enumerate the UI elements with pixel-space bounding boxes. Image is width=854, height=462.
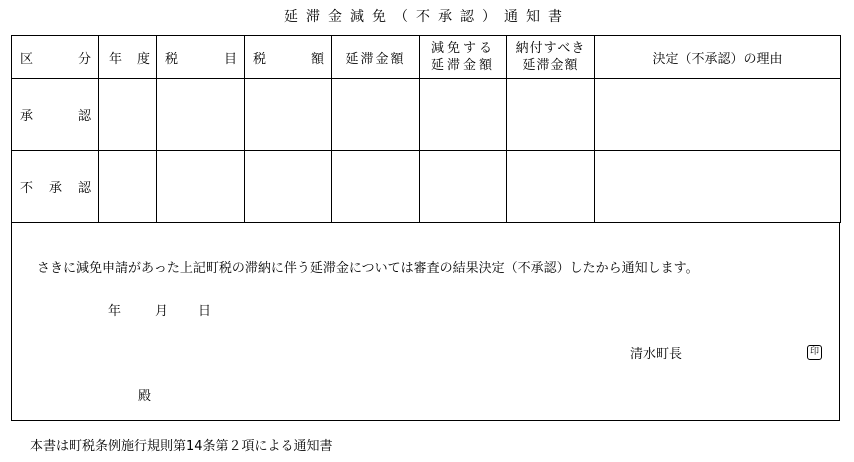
cell-shonin-nendo [99,79,157,151]
cell-shonin-nofu [507,79,595,151]
document-title: 延滞金減免（不承認）通知書 [284,9,570,25]
header-nendo: 年 度 [99,36,157,79]
notice-box [11,223,840,421]
cell-fushonin-nofu [507,151,595,223]
row-label-fushonin: 不 承 認 [12,151,99,223]
header-zeigaku: 税 額 [245,36,332,79]
seal-stamp: 印 [807,345,822,360]
notice-message: さきに減免申請があった上記町税の滞納に伴う延滞金については審査の結果決定（不承認）したから通知します。 [37,261,699,276]
header-entaikingaku: 延滞金額 [332,36,420,79]
cell-shonin-genmen [420,79,507,151]
issuer-name: 清水町長 [630,347,683,362]
footer-note: 本書は町税条例施行規則第14条第２項による通知書 [30,439,333,454]
row-shonin [12,79,841,151]
cell-fushonin-zeimoku [157,151,245,223]
date-day: 日 [198,304,212,319]
date-month: 月 [155,304,169,319]
cell-fushonin-zeigaku [245,151,332,223]
row-label-shonin: 承 認 [12,79,99,151]
cell-shonin-riyuu [595,79,841,151]
cell-shonin-zeigaku [245,79,332,151]
cell-shonin-entaikingaku [332,79,420,151]
cell-fushonin-nendo [99,151,157,223]
seal-mark [807,343,822,360]
cell-fushonin-genmen [420,151,507,223]
cell-fushonin-riyuu [595,151,841,223]
header-row [12,36,841,79]
notice-table [11,35,841,223]
header-genmen: 減免する 延滞金額 [420,36,507,79]
header-zeimoku: 税 目 [157,36,245,79]
header-nofu: 納付すべき 延滞金額 [507,36,595,79]
cell-shonin-zeimoku [157,79,245,151]
date-year: 年 [108,304,122,319]
header-kubun: 区 分 [12,36,99,79]
cell-fushonin-entaikingaku [332,151,420,223]
row-fushonin [12,151,841,223]
header-riyuu: 決定（不承認）の理由 [595,36,841,79]
addressee-suffix: 殿 [138,389,152,404]
